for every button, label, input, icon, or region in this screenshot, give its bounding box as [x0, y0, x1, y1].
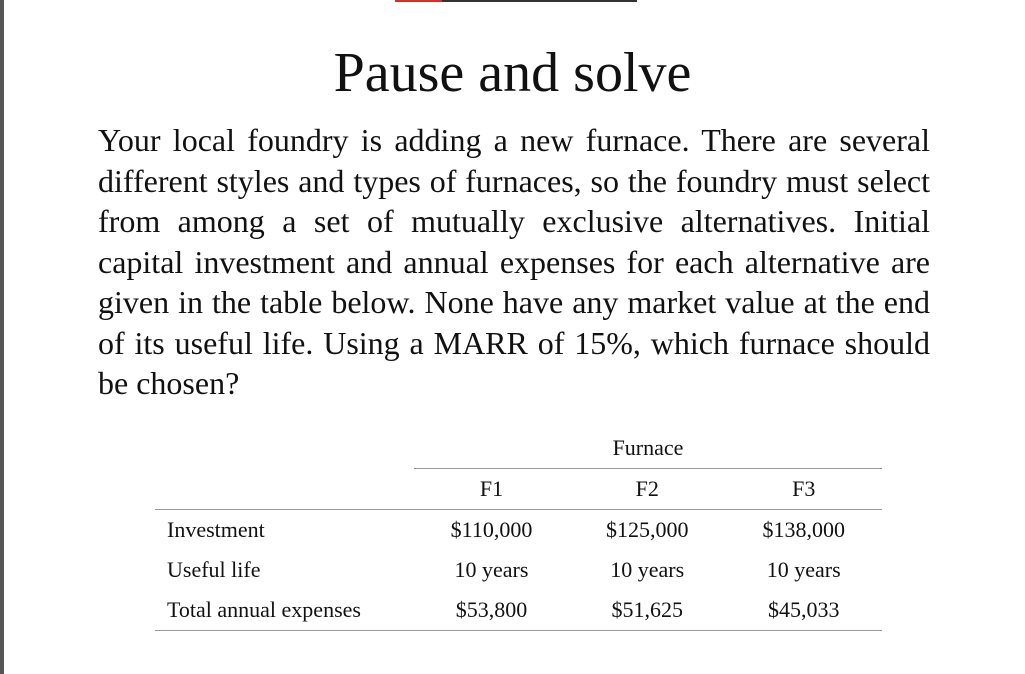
table-row: [155, 510, 882, 551]
row-label-annual-expenses: Total annual expenses: [155, 590, 414, 631]
cell-annual-expenses-f3: $45,033: [725, 590, 882, 631]
row-label-investment: Investment: [167, 517, 265, 542]
problem-statement: Your local foundry is adding a new furnace. There are several different styles and types of furnaces, so the foundry must select from among a set of mutually exclusive alternatives. Initial capital investment and annual expenses for each alternative are given in the table below. None have any market value at the end of its useful life. Using a MARR of 15%, which furnace should be chosen?: [98, 122, 930, 401]
table-group-header-row: [155, 428, 882, 469]
column-header-f3: F3: [725, 469, 882, 510]
cell-useful-life-f3: 10 years: [766, 557, 841, 582]
table-corner-cell: [155, 469, 414, 510]
cell-useful-life-f2: 10 years: [610, 557, 685, 582]
top-progress-fill: [395, 0, 442, 2]
column-header-f2: F2: [569, 469, 726, 510]
cell-useful-life-f1: 10 years: [454, 557, 529, 582]
furnace-table: [155, 428, 882, 631]
column-header-f1: F1: [414, 469, 569, 510]
row-label-useful-life: Useful life: [167, 557, 261, 582]
table-corner-cell: [155, 428, 414, 469]
group-header-furnace: Furnace: [414, 428, 882, 469]
cell-annual-expenses-f1: $53,800: [414, 590, 569, 631]
cell-annual-expenses-f2: $51,625: [569, 590, 726, 631]
cell-investment-f1: $110,000: [450, 517, 533, 542]
table-row: [155, 550, 882, 590]
cell-investment-f3: $138,000: [762, 517, 845, 542]
table-row: [155, 590, 882, 631]
page-title: Pause and solve: [333, 42, 692, 104]
cell-investment-f2: $125,000: [605, 517, 689, 542]
table-column-header-row: [155, 469, 882, 510]
